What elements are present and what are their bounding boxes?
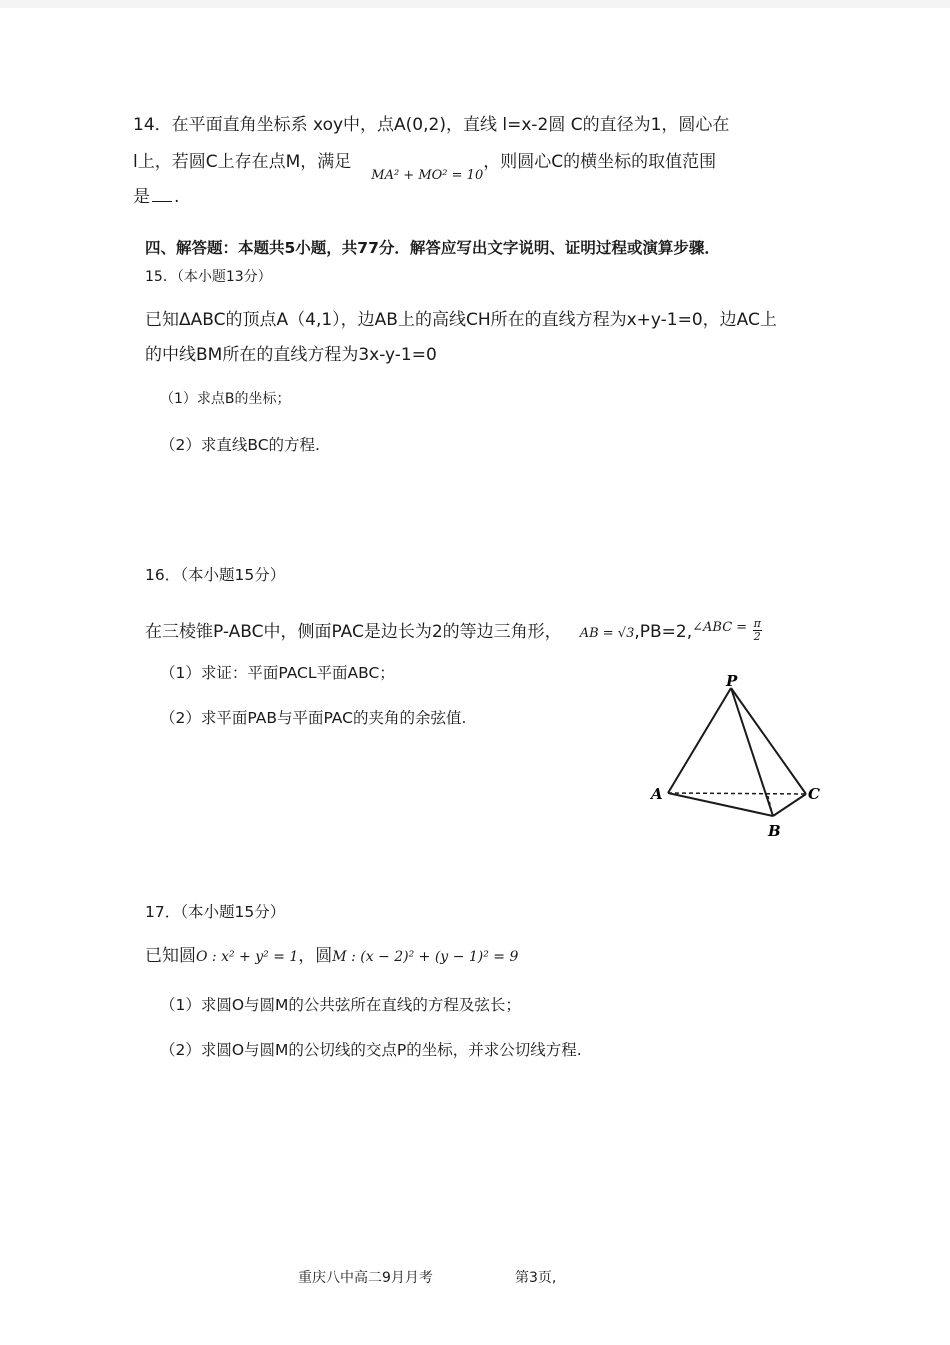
vertex-A-label: A <box>651 785 663 803</box>
q16-ab-formula: AB = √3 <box>579 626 635 641</box>
edge-BC <box>773 794 806 816</box>
q17-part1: （1）求圆O与圆M的公共弦所在直线的方程及弦长； <box>160 996 521 1014</box>
q16-line1 <box>145 617 762 645</box>
q16-angle-fraction <box>753 618 762 643</box>
q16-line1a: 在三棱锥P-ABC中，侧面PAC是边长为2的等边三角形， <box>145 622 562 642</box>
q15-line1: 已知ΔABC的顶点A（4,1），边AB上的高线CH所在的直线方程为x+y-1=0，边AC上 <box>145 310 777 330</box>
edge-PC <box>731 688 806 794</box>
answer-blank <box>152 187 172 202</box>
edge-AC-hidden <box>668 793 806 794</box>
edge-PA <box>668 688 731 793</box>
q17-sep: ，圆 <box>298 946 333 966</box>
top-bar <box>0 0 950 8</box>
q15-line2: 的中线BM所在的直线方程为3x-y-1=0 <box>145 345 437 365</box>
q17-part2: （2）求圆O与圆M的公切线的交点P的坐标，并求公切线方程. <box>160 1041 582 1059</box>
q14-line1: 14．在平面直角坐标系 xoy中，点A(0,2)，直线 l=x-2圆 C的直径为1，圆心在 <box>133 115 730 135</box>
q17-line1 <box>145 941 518 966</box>
section-4-heading: 四、解答题：本题共5小题，共77分．解答应写出文字说明、证明过程或演算步骤． <box>145 239 720 257</box>
vertex-B-label: B <box>768 822 781 840</box>
edge-AB <box>668 793 773 816</box>
vertex-C-label: C <box>808 785 820 803</box>
q16-angle-num: π <box>753 616 761 630</box>
q17-circle-M: M : (x − 2)² + (y − 1)² = 9 <box>332 949 519 965</box>
q16-angle-den: 2 <box>753 629 761 643</box>
footer-school: 重庆八中高二9月月考 <box>298 1270 433 1286</box>
q15-part2: （2）求直线BC的方程. <box>160 436 320 454</box>
q15-header: 15．（本小题13分） <box>145 269 272 285</box>
q14-line2a: l上，若圆C上存在点M，满足 <box>133 152 352 172</box>
tetrahedron-figure <box>640 668 840 848</box>
edge-PB <box>731 688 773 816</box>
q16-pb-text: ,PB=2, <box>634 622 693 642</box>
q14-line2b: ，则圆心C的横坐标的取值范围 <box>483 152 717 172</box>
q16-angle-label: ∠ABC = <box>692 620 748 635</box>
vertex-P-label: P <box>726 672 738 690</box>
q17-line1a: 已知圆 <box>145 946 196 966</box>
q14-line3 <box>133 182 179 207</box>
q17-circle-O: O : x² + y² = 1 <box>196 949 299 965</box>
q14-line2 <box>133 147 717 183</box>
q14-formula: MA² + MO² = 10 <box>371 168 484 183</box>
footer-page-number: 第3页, <box>515 1270 557 1286</box>
q17-header: 17．（本小题15分） <box>145 903 286 921</box>
q14-line3b: . <box>174 187 180 207</box>
q16-part1: （1）求证：平面PACL平面ABC； <box>160 664 395 682</box>
q16-header: 16．（本小题15分） <box>145 566 286 584</box>
q15-part1: （1）求点B的坐标； <box>160 391 291 407</box>
q16-part2: （2）求平面PAB与平面PAC的夹角的余弦值. <box>160 709 467 727</box>
q14-line3a: 是 <box>133 187 150 207</box>
